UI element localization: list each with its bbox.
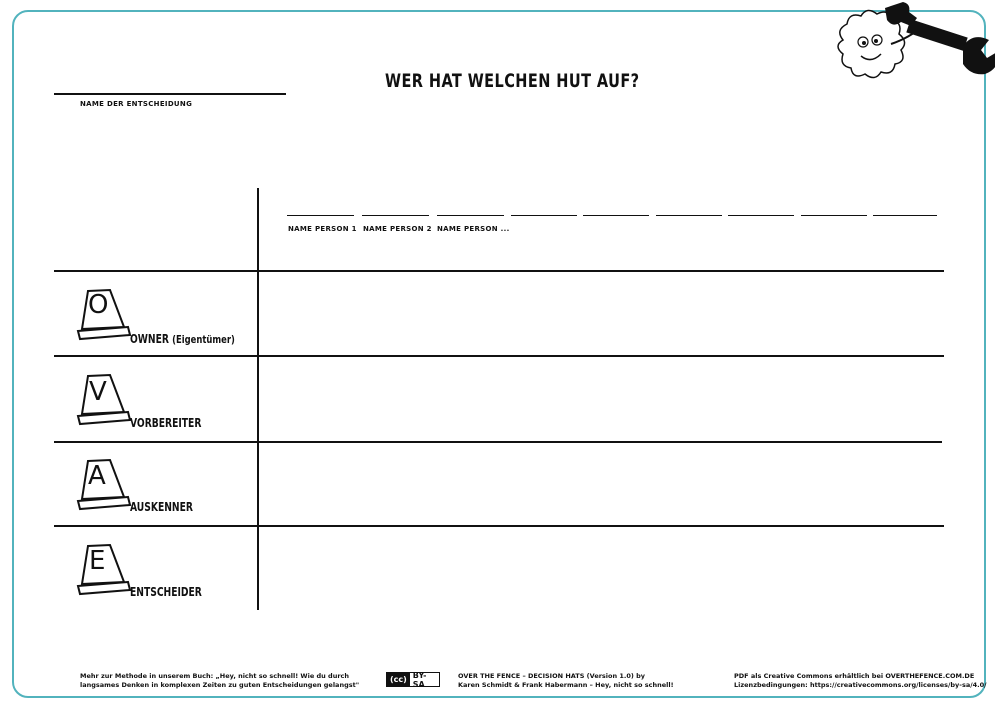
footer-license-line-1: PDF als Creative Commons erhältlich bei OVERTHEFENCE.COM.DE [734,672,975,680]
person-name-line [362,215,429,216]
footer-credits-line-2: Karen Schmidt & Frank Habermann – Hey, nicht so schnell! [458,681,674,689]
role-label-entscheider: ENTSCHEIDER [130,585,202,599]
person-name-line [583,215,649,216]
role-letter: O [88,290,109,320]
footer-credits [458,672,674,690]
role-label-owner [130,332,235,346]
page-title: WER HAT WELCHEN HUT AUF? [385,70,640,92]
decision-name-line [54,93,286,95]
mascot-with-wrench-icon [825,0,995,108]
row-divider [54,441,942,443]
person-more-label: NAME PERSON ... [437,225,510,233]
role-label-vorbereiter: VORBEREITER [130,416,202,430]
person-name-line [437,215,504,216]
footer-license[interactable] [734,672,987,690]
row-divider [54,355,944,357]
person-name-line [873,215,937,216]
role-letter: V [89,377,107,407]
row-divider [54,525,944,527]
cc-icon: (cc) [387,673,410,686]
footer-book-line-2: langsames Denken in komplexen Zeiten zu guten Entscheidungen gelangst" [80,681,360,689]
footer-book-line-1: Mehr zur Methode in unserem Buch: „Hey, nicht so schnell! Wie du durch [80,672,350,680]
person-name-line [287,215,354,216]
person-2-label: NAME PERSON 2 [363,225,432,233]
footer-book-note [80,672,359,690]
role-sublabel: (Eigentümer) [172,333,235,346]
cc-badge-text: BY-SA [412,670,427,689]
role-letter: E [89,546,106,576]
person-1-label: NAME PERSON 1 [288,225,357,233]
role-name: OWNER [130,332,169,346]
footer-license-line-2: Lizenzbedingungen: https://creativecommons.org/licenses/by-sa/4.0/ [734,681,987,689]
role-letter: A [88,461,106,491]
decision-name-label: NAME DER ENTSCHEIDUNG [80,100,193,108]
footer-credits-line-1: OVER THE FENCE – DECISION HATS (Version 1.0) by [458,672,646,680]
table-column-divider [257,188,259,610]
role-label-auskenner: AUSKENNER [130,500,193,514]
person-name-line [511,215,577,216]
person-name-line [728,215,794,216]
row-divider [54,270,944,272]
cc-by-sa-badge[interactable] [386,672,440,687]
person-name-line [656,215,722,216]
person-name-line [801,215,867,216]
